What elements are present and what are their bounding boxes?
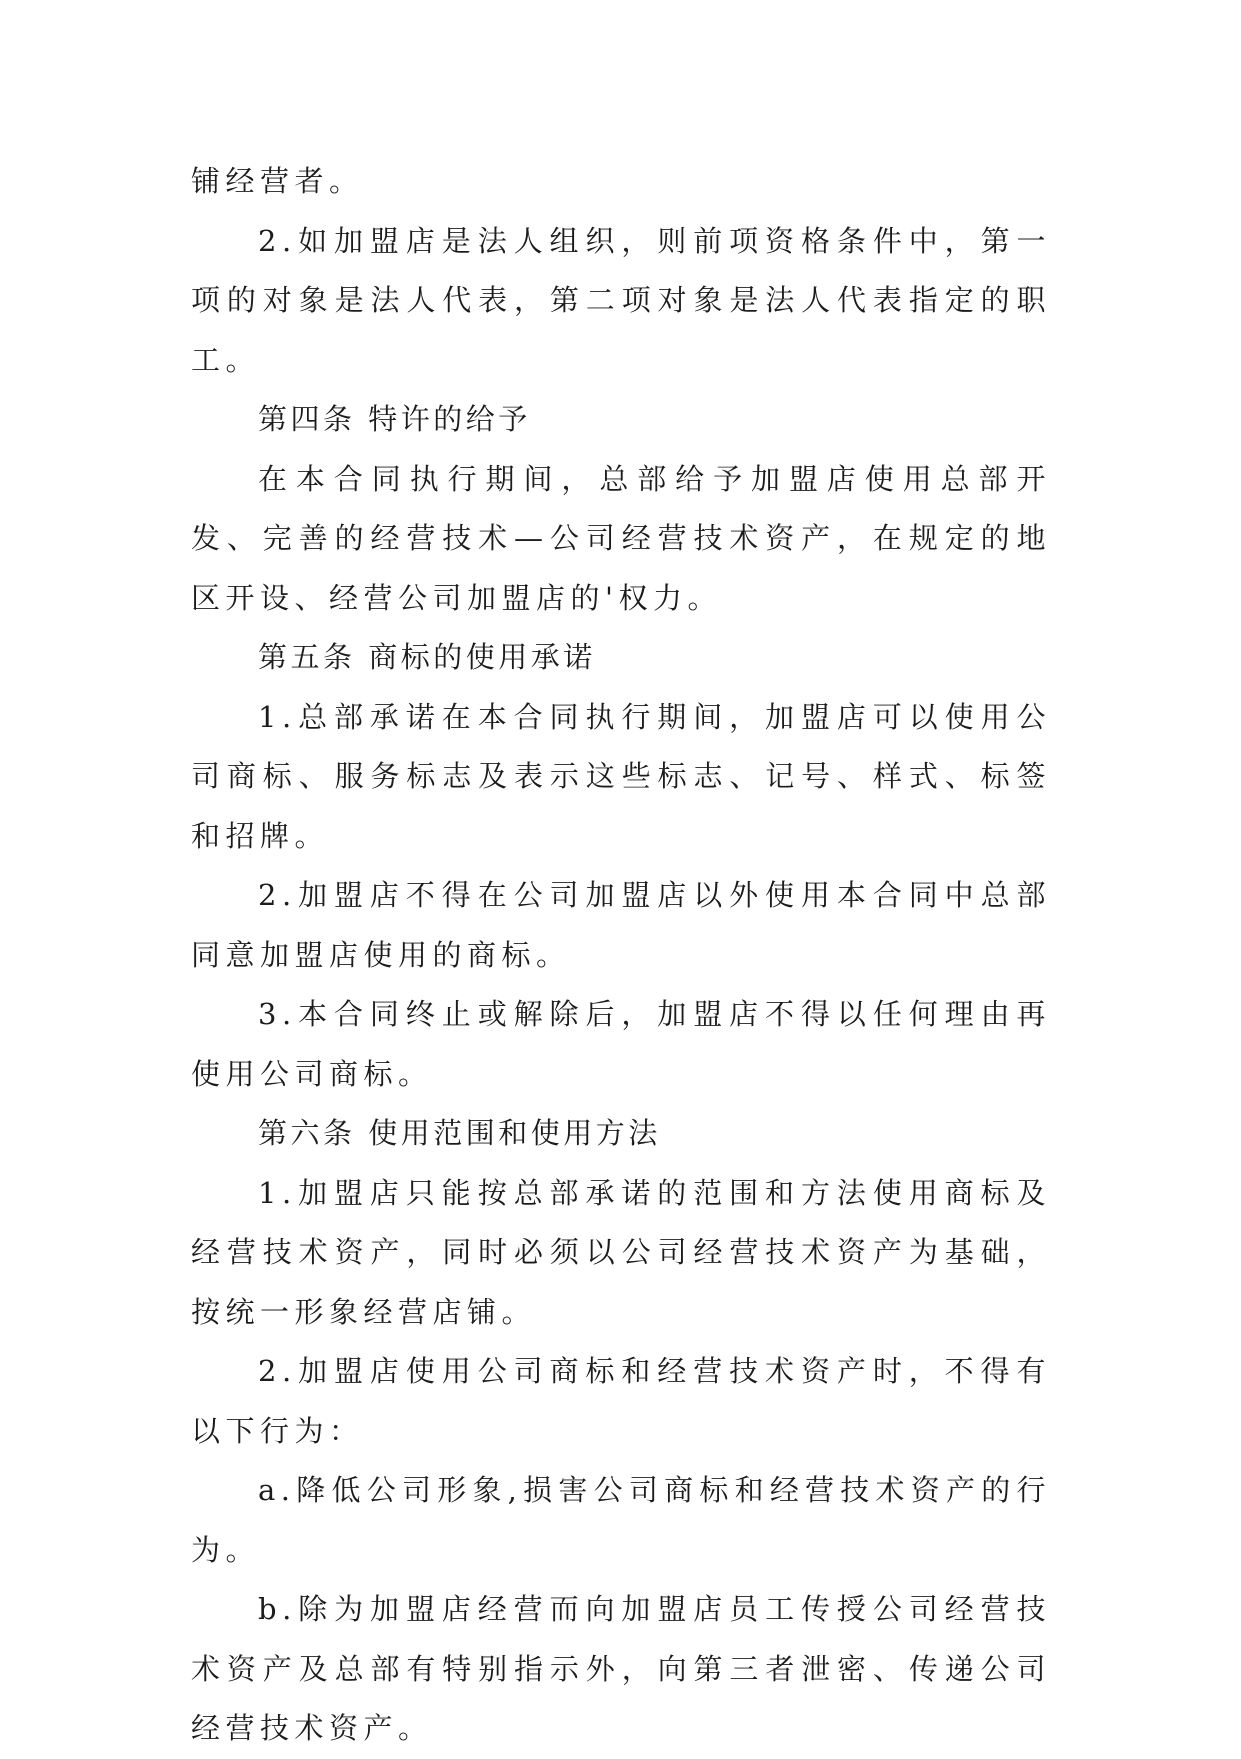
article-4-body: 在本合同执行期间，总部给予加盟店使用总部开发、完善的经营技术—公司经营技术资产，在规定的地区开设、经营公司加盟店的'权力。 (191, 461, 1051, 615)
article-6-item-2: 2.加盟店使用公司商标和经营技术资产时，不得有以下行为： (191, 1354, 1051, 1448)
article-5-item-2: 2.加盟店不得在公司加盟店以外使用本合同中总部同意加盟店使用的商标。 (191, 878, 1051, 972)
article-5-heading: 第五条 商标的使用承诺 (258, 640, 596, 674)
article-5-item-1: 1.总部承诺在本合同执行期间，加盟店可以使用公司商标、服务标志及表示这些标志、记号、样式、标签和招牌。 (191, 699, 1051, 853)
article-4-heading: 第四条 特许的给予 (258, 402, 531, 436)
article-6-item-2a: a.降低公司形象,损害公司商标和经营技术资产的行为。 (191, 1473, 1051, 1567)
document-body (191, 152, 1051, 1759)
article-5-item-3: 3.本合同终止或解除后，加盟店不得以任何理由再使用公司商标。 (191, 997, 1051, 1091)
article-6-item-2b: b.除为加盟店经营而向加盟店员工传授公司经营技术资产及总部有特别指示外，向第三者泄密、传递公司经营技术资产。 (191, 1592, 1051, 1745)
paragraph-clause-3-item-2: 2.如加盟店是法人组织，则前项资格条件中，第一项的对象是法人代表，第二项对象是法人代表指定的职工。 (191, 223, 1051, 377)
article-6-heading: 第六条 使用范围和使用方法 (258, 1116, 661, 1150)
paragraph-continuation: 铺经营者。 (191, 164, 364, 198)
article-6-item-1: 1.加盟店只能按总部承诺的范围和方法使用商标及经营技术资产，同时必须以公司经营技术资产为基础，按统一形象经营店铺。 (191, 1175, 1051, 1329)
